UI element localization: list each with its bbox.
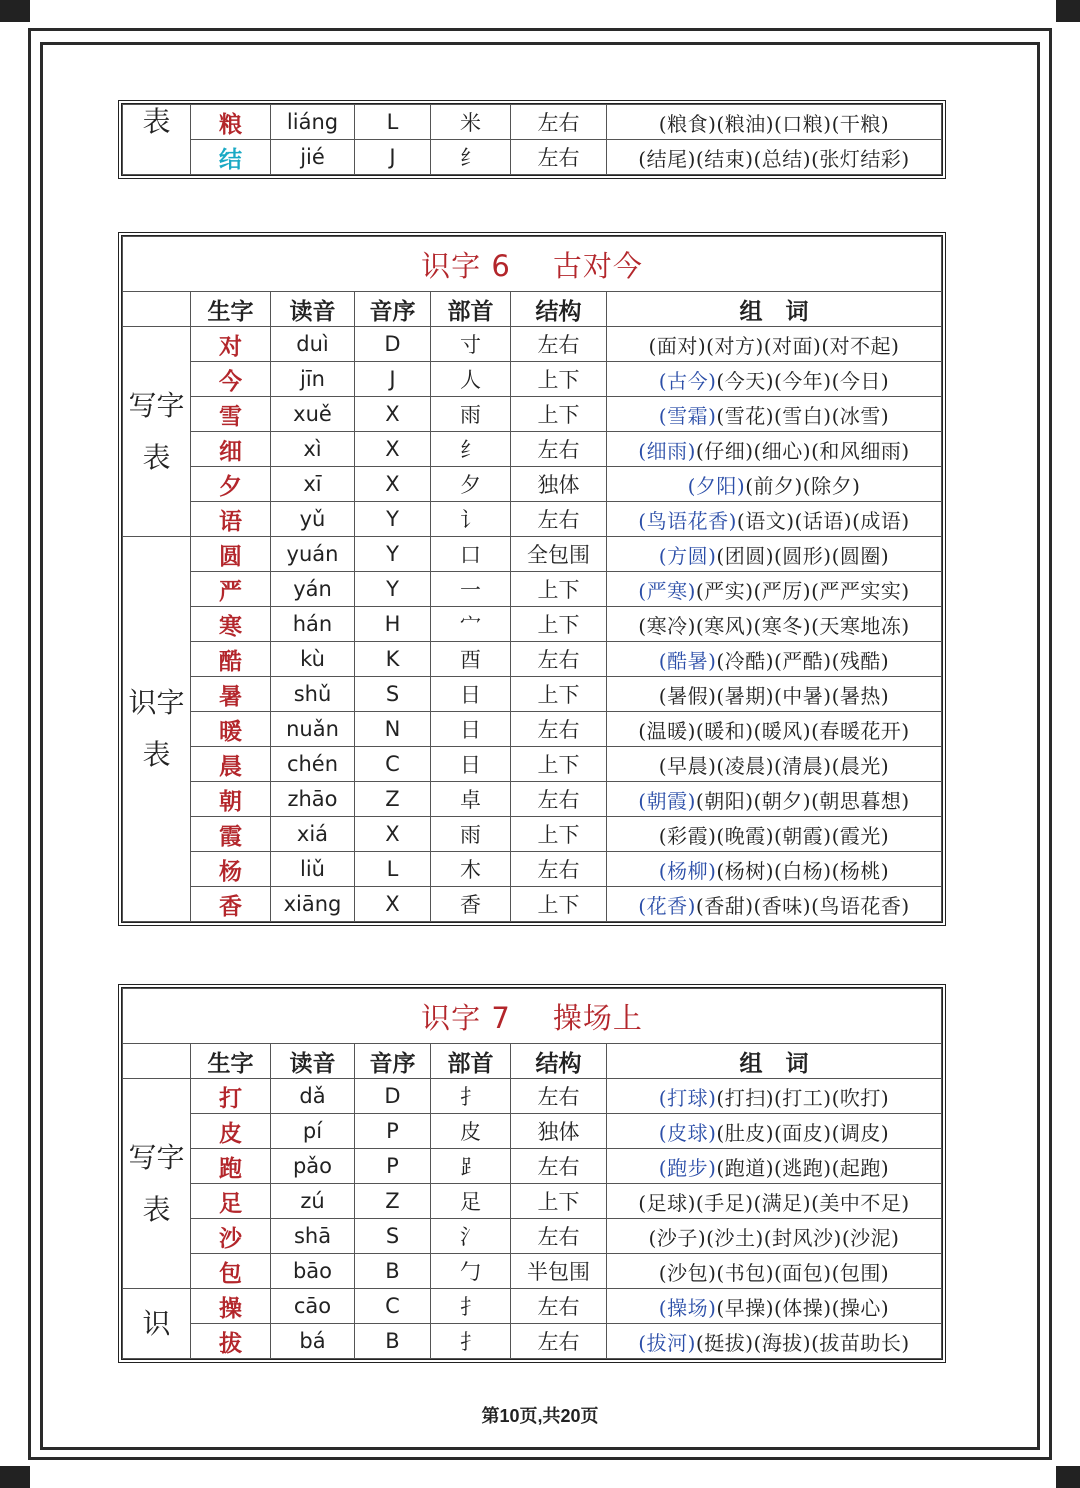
word-group-highlight: (打球) [658, 1085, 717, 1110]
word-group-rest: (朝阳)(朝夕)(朝思暮想) [695, 788, 910, 813]
pinyin: zhāo [271, 782, 355, 817]
structure: 上下 [511, 1184, 607, 1219]
pinyin: dǎ [271, 1079, 355, 1114]
new-character: 夕 [191, 467, 271, 502]
radical: 人 [431, 362, 511, 397]
word-group [607, 432, 942, 467]
word-group-highlight: (夕阳) [687, 473, 746, 498]
word-group-rest: (冷酷)(严酷)(残酷) [716, 648, 890, 673]
word-group-rest: (语文)(话语)(成语) [736, 508, 910, 533]
structure: 上下 [511, 607, 607, 642]
pinyin: pǎo [271, 1149, 355, 1184]
phonetic-order: S [355, 677, 431, 712]
lesson-name: 操场上 [552, 1000, 643, 1035]
word-group [607, 1289, 942, 1324]
word-group-highlight: (操场) [658, 1295, 717, 1320]
word-group [607, 1114, 942, 1149]
table-row [123, 607, 942, 642]
structure: 左右 [511, 105, 607, 140]
word-group-rest: (温暖)(暖和)(暖风)(春暖花开) [638, 718, 910, 743]
radical: 日 [431, 677, 511, 712]
phonetic-order: Z [355, 1184, 431, 1219]
structure: 上下 [511, 817, 607, 852]
word-group-highlight: (跑步) [658, 1155, 717, 1180]
new-character: 杨 [191, 852, 271, 887]
word-group-rest: (早操)(体操)(操心) [716, 1295, 890, 1320]
word-group-rest: (早晨)(凌晨)(清晨)(晨光) [658, 753, 890, 778]
radical: 雨 [431, 817, 511, 852]
structure: 上下 [511, 747, 607, 782]
word-group-rest: (杨树)(白杨)(杨桃) [716, 858, 890, 883]
phonetic-order: Y [355, 502, 431, 537]
word-group [607, 1184, 942, 1219]
table-row [123, 537, 942, 572]
pinyin: shǔ [271, 677, 355, 712]
new-character: 香 [191, 887, 271, 922]
table-lesson-6 [118, 232, 946, 926]
pinyin: yuán [271, 537, 355, 572]
phonetic-order: C [355, 747, 431, 782]
word-group [607, 642, 942, 677]
word-group-rest: (雪花)(雪白)(冰雪) [716, 403, 890, 428]
table-title [123, 989, 942, 1044]
pinyin: chén [271, 747, 355, 782]
corner-bar-br [1056, 1466, 1080, 1488]
phonetic-order: X [355, 432, 431, 467]
header-blank [123, 292, 191, 327]
column-header: 组 词 [607, 292, 942, 327]
column-header: 组 词 [607, 1044, 942, 1079]
pinyin: shā [271, 1219, 355, 1254]
word-group [607, 502, 942, 537]
radical: 讠 [431, 502, 511, 537]
structure: 左右 [511, 712, 607, 747]
structure: 左右 [511, 1079, 607, 1114]
word-group [607, 712, 942, 747]
table-row [123, 1324, 942, 1359]
word-group-highlight: (鸟语花香) [638, 508, 737, 533]
pinyin: hán [271, 607, 355, 642]
new-character: 严 [191, 572, 271, 607]
phonetic-order: P [355, 1149, 431, 1184]
table-row [123, 712, 942, 747]
radical: 扌 [431, 1289, 511, 1324]
word-group [607, 1149, 942, 1184]
new-character: 朝 [191, 782, 271, 817]
new-character: 包 [191, 1254, 271, 1289]
section-label: 识 [123, 1289, 191, 1359]
phonetic-order: J [355, 362, 431, 397]
structure: 左右 [511, 432, 607, 467]
pinyin: nuǎn [271, 712, 355, 747]
word-group [607, 1324, 942, 1359]
new-character: 暖 [191, 712, 271, 747]
pinyin: bāo [271, 1254, 355, 1289]
new-character: 晨 [191, 747, 271, 782]
radical: 纟 [431, 432, 511, 467]
phonetic-order: Z [355, 782, 431, 817]
word-group-rest: (肚皮)(面皮)(调皮) [716, 1120, 890, 1145]
word-group-rest: (挺拔)(海拔)(拔苗助长) [695, 1330, 910, 1355]
table-row [123, 1079, 942, 1114]
section-label: 写字表 [123, 327, 191, 537]
pinyin: xiá [271, 817, 355, 852]
column-header: 部首 [431, 1044, 511, 1079]
lesson-number: 识字 7 [421, 1000, 511, 1035]
word-group [607, 677, 942, 712]
column-header: 读音 [271, 292, 355, 327]
table-row [123, 397, 942, 432]
structure: 左右 [511, 502, 607, 537]
pinyin: liáng [271, 105, 355, 140]
pinyin: xī [271, 467, 355, 502]
column-header: 生字 [191, 1044, 271, 1079]
table-row [123, 467, 942, 502]
radical: 酉 [431, 642, 511, 677]
radical: 氵 [431, 1219, 511, 1254]
pinyin: jié [271, 140, 355, 175]
pinyin: zú [271, 1184, 355, 1219]
word-group-highlight: (拔河) [638, 1330, 696, 1355]
radical: 雨 [431, 397, 511, 432]
structure: 独体 [511, 1114, 607, 1149]
corner-bar-tl [0, 0, 30, 22]
table-row [123, 817, 942, 852]
word-group-highlight: (朝霞) [638, 788, 696, 813]
word-group [607, 105, 942, 140]
pinyin: jīn [271, 362, 355, 397]
structure: 左右 [511, 852, 607, 887]
new-character: 足 [191, 1184, 271, 1219]
section-label: 写字表 [123, 1079, 191, 1289]
radical: ⻊ [431, 1149, 511, 1184]
word-group-rest: (暑假)(暑期)(中暑)(暑热) [658, 683, 890, 708]
word-group [607, 782, 942, 817]
table-row [123, 1184, 942, 1219]
structure: 全包围 [511, 537, 607, 572]
new-character: 寒 [191, 607, 271, 642]
pinyin: yán [271, 572, 355, 607]
word-group [607, 1254, 942, 1289]
structure: 半包围 [511, 1254, 607, 1289]
structure: 上下 [511, 677, 607, 712]
phonetic-order: X [355, 397, 431, 432]
new-character: 暑 [191, 677, 271, 712]
table-row [123, 677, 942, 712]
column-header: 生字 [191, 292, 271, 327]
new-character: 今 [191, 362, 271, 397]
radical: 日 [431, 747, 511, 782]
table-row [123, 327, 942, 362]
word-group-rest: (前夕)(除夕) [745, 473, 861, 498]
table-row [123, 105, 942, 140]
new-character: 结 [191, 140, 271, 175]
word-group-rest: (彩霞)(晚霞)(朝霞)(霞光) [658, 823, 890, 848]
radical: 夕 [431, 467, 511, 502]
word-group-highlight: (皮球) [658, 1120, 717, 1145]
word-group-highlight: (雪霜) [658, 403, 717, 428]
radical: 扌 [431, 1079, 511, 1114]
structure: 左右 [511, 782, 607, 817]
word-group-highlight: (古今) [658, 368, 717, 393]
radical: 足 [431, 1184, 511, 1219]
word-group-highlight: (细雨) [638, 438, 696, 463]
section-label: 识字表 [123, 537, 191, 922]
table-row [123, 502, 942, 537]
new-character: 雪 [191, 397, 271, 432]
new-character: 语 [191, 502, 271, 537]
word-group [607, 537, 942, 572]
new-character: 圆 [191, 537, 271, 572]
word-group-rest: (足球)(手足)(满足)(美中不足) [638, 1190, 910, 1215]
column-header: 音序 [355, 292, 431, 327]
pinyin: duì [271, 327, 355, 362]
table-row [123, 1289, 942, 1324]
word-group [607, 397, 942, 432]
word-group [607, 1219, 942, 1254]
phonetic-order: L [355, 852, 431, 887]
word-group-rest: (仔细)(细心)(和风细雨) [695, 438, 910, 463]
word-group [607, 817, 942, 852]
word-group-rest: (沙包)(书包)(面包)(包围) [658, 1260, 890, 1285]
phonetic-order: Y [355, 537, 431, 572]
phonetic-order: H [355, 607, 431, 642]
word-group [607, 1079, 942, 1114]
phonetic-order: X [355, 887, 431, 922]
new-character: 打 [191, 1079, 271, 1114]
pinyin: xì [271, 432, 355, 467]
structure: 左右 [511, 1289, 607, 1324]
word-group [607, 852, 942, 887]
radical: 卓 [431, 782, 511, 817]
table-lesson-7 [118, 984, 946, 1363]
radical: 扌 [431, 1324, 511, 1359]
radical: 寸 [431, 327, 511, 362]
word-group [607, 607, 942, 642]
structure: 上下 [511, 362, 607, 397]
new-character: 细 [191, 432, 271, 467]
word-group-rest: (结尾)(结束)(总结)(张灯结彩) [638, 146, 910, 171]
page-footer: 第10页,共20页 [481, 1406, 599, 1426]
structure: 上下 [511, 887, 607, 922]
table-row [123, 887, 942, 922]
phonetic-order: C [355, 1289, 431, 1324]
structure: 独体 [511, 467, 607, 502]
table-row [123, 852, 942, 887]
table-row [123, 140, 942, 175]
word-group-rest: (今天)(今年)(今日) [716, 368, 890, 393]
structure: 左右 [511, 1324, 607, 1359]
new-character: 皮 [191, 1114, 271, 1149]
phonetic-order: S [355, 1219, 431, 1254]
lesson-name: 古对今 [552, 248, 643, 283]
phonetic-order: L [355, 105, 431, 140]
corner-bar-tr [1056, 0, 1080, 22]
word-group [607, 572, 942, 607]
new-character: 跑 [191, 1149, 271, 1184]
radical: 纟 [431, 140, 511, 175]
phonetic-order: J [355, 140, 431, 175]
table-row [123, 572, 942, 607]
phonetic-order: X [355, 467, 431, 502]
radical: 宀 [431, 607, 511, 642]
word-group-rest: (严实)(严厉)(严严实实) [695, 578, 910, 603]
word-group-highlight: (方圆) [658, 543, 717, 568]
phonetic-order: P [355, 1114, 431, 1149]
new-character: 粮 [191, 105, 271, 140]
word-group-rest: (面对)(对方)(对面)(对不起) [648, 333, 900, 358]
table-row [123, 642, 942, 677]
table-row [123, 432, 942, 467]
word-group [607, 140, 942, 175]
word-group [607, 362, 942, 397]
radical: 香 [431, 887, 511, 922]
word-group-highlight: (花香) [638, 893, 696, 918]
new-character: 霞 [191, 817, 271, 852]
word-group [607, 327, 942, 362]
word-group [607, 747, 942, 782]
structure: 左右 [511, 327, 607, 362]
pinyin: pí [271, 1114, 355, 1149]
lesson-number: 识字 6 [421, 248, 511, 283]
word-group-rest: (打扫)(打工)(吹打) [716, 1085, 890, 1110]
phonetic-order: B [355, 1254, 431, 1289]
table-row [123, 362, 942, 397]
structure: 上下 [511, 572, 607, 607]
new-character: 对 [191, 327, 271, 362]
table-row [123, 1149, 942, 1184]
word-group-rest: (沙子)(沙土)(封风沙)(沙泥) [648, 1225, 900, 1250]
radical: 勹 [431, 1254, 511, 1289]
radical: 木 [431, 852, 511, 887]
column-header: 结构 [511, 1044, 607, 1079]
table-row [123, 1114, 942, 1149]
radical: 口 [431, 537, 511, 572]
structure: 左右 [511, 1149, 607, 1184]
phonetic-order: X [355, 817, 431, 852]
pinyin: cāo [271, 1289, 355, 1324]
structure: 上下 [511, 397, 607, 432]
table-row [123, 782, 942, 817]
word-group-rest: (团圆)(圆形)(圆圈) [716, 543, 890, 568]
corner-bar-bl [0, 1466, 30, 1488]
word-group-highlight: (严寒) [638, 578, 696, 603]
pinyin: yǔ [271, 502, 355, 537]
radical: 日 [431, 712, 511, 747]
pinyin: bá [271, 1324, 355, 1359]
radical: 一 [431, 572, 511, 607]
phonetic-order: D [355, 327, 431, 362]
column-header: 结构 [511, 292, 607, 327]
phonetic-order: B [355, 1324, 431, 1359]
pinyin: kù [271, 642, 355, 677]
pinyin: liǔ [271, 852, 355, 887]
table-row [123, 1254, 942, 1289]
new-character: 酷 [191, 642, 271, 677]
structure: 左右 [511, 1219, 607, 1254]
table-row [123, 747, 942, 782]
structure: 左右 [511, 642, 607, 677]
radical: 皮 [431, 1114, 511, 1149]
section-label: 表 [123, 105, 191, 175]
new-character: 沙 [191, 1219, 271, 1254]
column-header: 音序 [355, 1044, 431, 1079]
table-title [123, 237, 942, 292]
word-group-rest: (粮食)(粮油)(口粮)(干粮) [658, 111, 890, 136]
word-group [607, 887, 942, 922]
word-group-rest: (跑道)(逃跑)(起跑) [716, 1155, 890, 1180]
column-header: 部首 [431, 292, 511, 327]
pinyin: xiāng [271, 887, 355, 922]
phonetic-order: Y [355, 572, 431, 607]
phonetic-order: D [355, 1079, 431, 1114]
header-blank [123, 1044, 191, 1079]
table-top-continuation [118, 100, 946, 179]
structure: 左右 [511, 140, 607, 175]
word-group-highlight: (酷暑) [658, 648, 717, 673]
word-group-rest: (香甜)(香味)(鸟语花香) [695, 893, 910, 918]
word-group-highlight: (杨柳) [658, 858, 717, 883]
column-header: 读音 [271, 1044, 355, 1079]
word-group [607, 467, 942, 502]
pinyin: xuě [271, 397, 355, 432]
new-character: 拔 [191, 1324, 271, 1359]
word-group-rest: (寒冷)(寒风)(寒冬)(天寒地冻) [638, 613, 910, 638]
radical: 米 [431, 105, 511, 140]
phonetic-order: N [355, 712, 431, 747]
new-character: 操 [191, 1289, 271, 1324]
table-row [123, 1219, 942, 1254]
phonetic-order: K [355, 642, 431, 677]
